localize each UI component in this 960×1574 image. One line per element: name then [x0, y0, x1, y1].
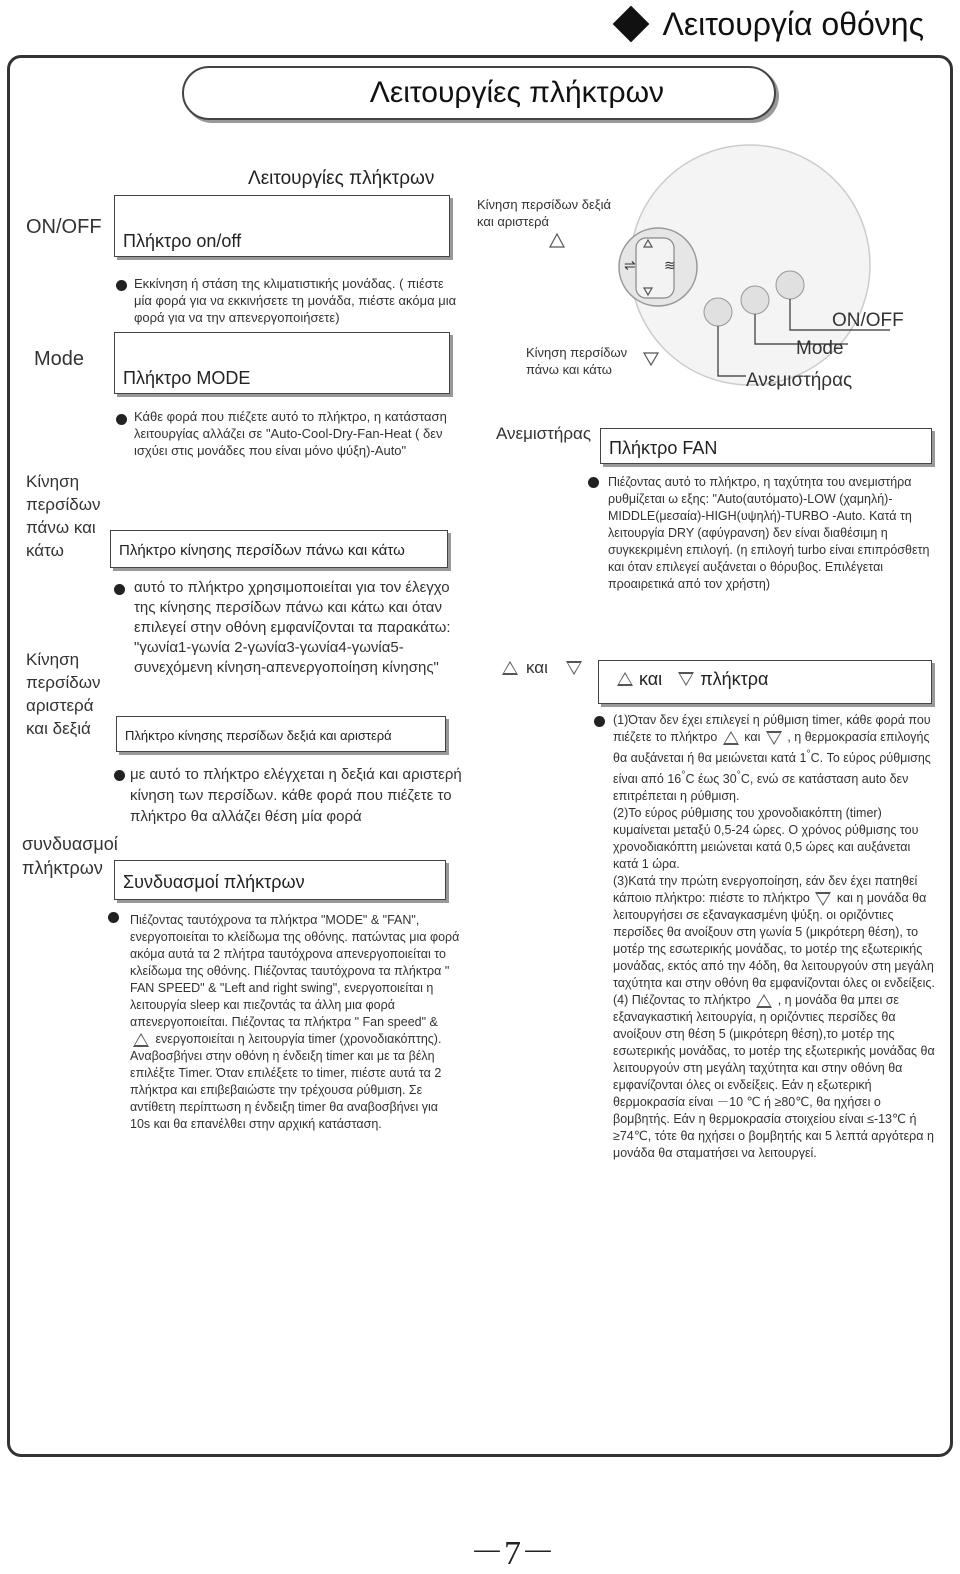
desc-fan: Πιέζοντας αυτό το πλήκτρο, η ταχύτητα του ανεμιστήρα ρυθμίζεται ω εξης: "Auto(αυτόματο)-LOW (χαμηλή)-MIDDLE(μεσαία)-HIGH(υψηλή)-TURBO -Auto. Κατά τη λειτουργία DRY (αφύγρανση) δεν είναι διαθέσιμη η συγκεκριμένη επιλογή. (η επιλογή turbo είναι επιπρόσθετη και όταν επιλεγεί αυξάνεται ο θόρυβος. Επιλέγεται προαιρετικά από τον χρήστη) — [608, 475, 930, 591]
down-arrow-icon — [566, 661, 582, 675]
label-onoff: ON/OFF — [26, 216, 102, 238]
up-arrow-icon — [723, 731, 739, 745]
desc-combo-part1: Πιέζοντας ταυτόχρονα τα πλήκτρα "MODE" & "FAN", ενεργοποιείται το κλείδωμα της οθόνης. πατώντας μια φορά ακόμα αυτά τα 2 πλήτρα ταυτόχρονα απενεργοποιείται το κλείδωμα της οθόνης. Πιέζοντας ταυτόχρονα τα πλήκτρα " FAN SPEED" & "Left and right swing", ενεργοποιείται η λειτουργία sleep και πιεζοντάς τα άλλη μια φορά απενεργοποιείται. Πιέζοντας τα πλήκτρα " Fan speed" & — [130, 913, 460, 1029]
mode-button — [741, 286, 769, 314]
text: (4) Πιέζοντας το πλήκτρο — [613, 993, 751, 1008]
fan-button — [704, 298, 732, 326]
bullet — [108, 912, 119, 923]
desc-mode: Κάθε φορά που πιέζετε αυτό το πλήκτρο, η κατάσταση λειτουργίας αλλάζει σε "Auto-Cool-Dry-Fan-Heat ( δεν ισχύει στις μονάδες που είναι μόνο ψύξη)-Auto" — [134, 409, 447, 458]
box-swing-updown: Πλήκτρο κίνησης περσίδων πάνω και κάτω — [110, 530, 448, 568]
text: (3)Κατά την πρώτη ενεργοποίηση, εάν δεν έχει πατηθεί κάποιο πλήκτρο: πιέστε το πλήκτρο — [613, 874, 918, 906]
box-arrows-and: και — [639, 668, 663, 689]
up-arrow-icon — [617, 672, 633, 686]
label-mode: Mode — [34, 348, 85, 370]
desc-swing-leftright: με αυτό το πλήκτρο ελέγχεται η δεξιά και αριστερή κίνηση των περσίδων. κάθε φορά που πιέζετε το πλήκτρο θα αλλάζει θέση μία φορά — [130, 766, 462, 825]
bullet — [594, 716, 605, 727]
label-arrows-and: και — [526, 658, 548, 677]
label-arrows-right — [502, 658, 582, 678]
desc-arrows-p1: (1)Όταν δεν έχει επιλεγεί η ρύθμιση timer, κάθε φορά που πιέζετε το πλήκτρο και , η θερμοκρασία επιλογής θα αυξάνεται ή θα μειώνεται κατά 1°C. Το εύρος ρύθμισης είναι από 16°C έως 30°C, ενώ σε κατάσταση auto δεν επιτρέπεται η ρύθμιση. — [613, 713, 931, 804]
desc-arrows-p2: (2)Το εύρος ρύθμισης του χρονοδιακόπτη (timer) κυμαίνεται μεταξύ 0,5-24 ώρες. Ο χρόνος ρύθμισης του χρονοδιακόπτη μειώνεται κατά 0,5 ώρες και αυξάνεται κατά 1 ώρα. — [613, 806, 919, 872]
text: C. Το εύρος ρύθμισης είναι από 16 — [613, 751, 931, 787]
desc-combo-part2: ενεργοποιείται η λειτουργία timer (χρονοδιακόπτης). Αναβοσβήνει στην οθόνη η ένδειξη timer και με τα βέλη επιλέξτε Timer. Όταν επιλέξετε το timer, πιέστε αυτά τα 2 πλήκτρα και επιβεβαιώστε την τρέχουσα ρύθμιση. Σε αντίθετη περίπτωση η ένδειξη timer θα αναβοσβήνει για 10s και θα επανέλθει στην αρχική κατάσταση. — [130, 1032, 442, 1131]
bullet — [116, 280, 127, 291]
label-onoff-diagram: ON/OFF — [832, 310, 904, 331]
down-arrow-icon — [678, 672, 694, 686]
box-combo: Συνδυασμοί πλήκτρων — [114, 860, 446, 900]
label-swing-ud-diagram: Κίνηση περσίδων πάνω και κάτω — [526, 345, 628, 377]
label-swing-updown: Κίνηση περσίδων πάνω και κάτω — [26, 472, 101, 560]
swing-ud-icon: ≋ — [664, 257, 676, 273]
up-arrow-icon — [756, 994, 772, 1008]
section-header — [618, 2, 924, 46]
label-swing-leftright: Κίνηση περσίδων αριστερά και δεξιά — [26, 650, 101, 738]
onoff-button — [776, 271, 804, 299]
bullet — [114, 770, 125, 781]
box-mode: Πλήκτρο MODE — [114, 332, 450, 394]
desc-swing-updown: αυτό το πλήκτρο χρησιμοποιείται για τον έλεγχο της κίνησης περσίδων πάνω και κάτω και όταν επιλεγεί στην οθόνη εμφανίζονται τα παρακάτω: "γωνία1-γωνία 2-γωνία3-γωνία4-γωνία5-συνεχόμενη κίνηση-απενεργοποίηση κίνησης" — [134, 579, 451, 676]
text: , η θερμοκρασία επιλογής θα αυξάνεται ή θα μειώνεται κατά 1 — [613, 730, 930, 766]
label-swing-lr-diagram: Κίνηση περσίδων δεξιά και αριστερά — [477, 197, 611, 229]
up-arrow-icon — [133, 1033, 149, 1047]
desc-combo — [130, 912, 460, 1133]
label-fan-right: Ανεμιστήρας — [496, 424, 592, 443]
desc-arrows-p4 — [613, 992, 938, 1162]
subtitle: Λειτουργίες πλήκτρων — [248, 168, 435, 189]
box-arrows — [598, 660, 932, 704]
up-arrow-icon — [550, 234, 564, 247]
bullet — [116, 414, 127, 425]
box-swing-leftright: Πλήκτρο κίνησης περσίδων δεξιά και αριστερά — [116, 716, 446, 752]
label-combo: συνδυασμοί πλήκτρων — [22, 834, 118, 878]
text: (1)Όταν δεν έχει επιλεγεί η ρύθμιση timer, κάθε φορά που πιέζετε το πλήκτρο — [613, 713, 931, 744]
section-title: Λειτουργία οθόνης — [662, 5, 924, 42]
box-arrows-keys: πλήκτρα — [700, 668, 769, 689]
label-mode-diagram: Mode — [796, 338, 844, 359]
desc-arrows-p3 — [613, 873, 938, 992]
box-fan: Πλήκτρο FAN — [600, 428, 932, 464]
text: , η μονάδα θα μπει σε εξαναγκαστική λειτουργία, η οριζόντιες περσίδες θα ανοίξουν στη θέση 5 (μικρότερη θέση),το μοτέρ της εσωτερικής μονάδας, το μοτέρ της εξωτερικής μονάδας θα λειτουργούν στη μεγάλη ταχύτητα και στην οθόνη θα εμφανίζονται όλες οι ενδείξεις. Εάν η εξωτερική θερμοκρασία είναι －10 ℃ ή ≥80℃, θα ηχήσει ο βομβητής. Εάν η θερμοκρασία στοιχείου είναι ≤-13℃ ή ≥74℃, τότε θα ηχήσει ο βομβητής και 5 λεπτά αργότερα η μονάδα θα σταματήσει να λειτουργεί. — [613, 993, 935, 1161]
main-title: Λειτουργίες πλήκτρων — [182, 66, 776, 120]
bullet — [114, 584, 125, 595]
label-fan-diagram: Ανεμιστήρας — [746, 370, 853, 391]
bullet — [588, 477, 599, 488]
text: και η μονάδα θα λειτουργήσει σε εξαναγκασμένη ψύξη. οι οριζόντιες περσίδες θα ανοίξουν στη γωνία 5 (μικρότερη θέση), το μοτέρ της εσωτερικής μονάδας, το μοτέρ της εξωτερικής μονάδας, εκτός από την 4όδη, θα λειτουργούν στη μεγάλη ταχύτητα και στην οθόνη θα εμφανίζονται όλες οι ενδείξεις. — [613, 891, 935, 991]
down-arrow-icon — [815, 892, 831, 906]
text: C έως 30 — [685, 772, 737, 787]
desc-arrows — [613, 712, 938, 1162]
swing-lr-icon: ⇌ — [624, 257, 636, 273]
text: και — [744, 730, 761, 744]
up-arrow-icon — [502, 661, 518, 675]
desc-onoff: Εκκίνηση ή στάση της κλιματιστικής μονάδας. ( πιέστε μία φορά για να εκκινήσετε τη μονάδα, πιέστε ακόμα μια φορά για να την απενεργοποιήσετε) — [134, 276, 457, 325]
down-arrow-icon — [644, 353, 658, 365]
diamond-icon — [613, 6, 650, 43]
page-number: －7－ — [470, 1535, 555, 1572]
box-onoff: Πλήκτρο on/off — [114, 195, 450, 257]
text: C, ενώ σε κατάσταση auto δεν επιτρέπεται η ρύθμιση. — [613, 772, 909, 804]
down-arrow-icon — [766, 731, 782, 745]
